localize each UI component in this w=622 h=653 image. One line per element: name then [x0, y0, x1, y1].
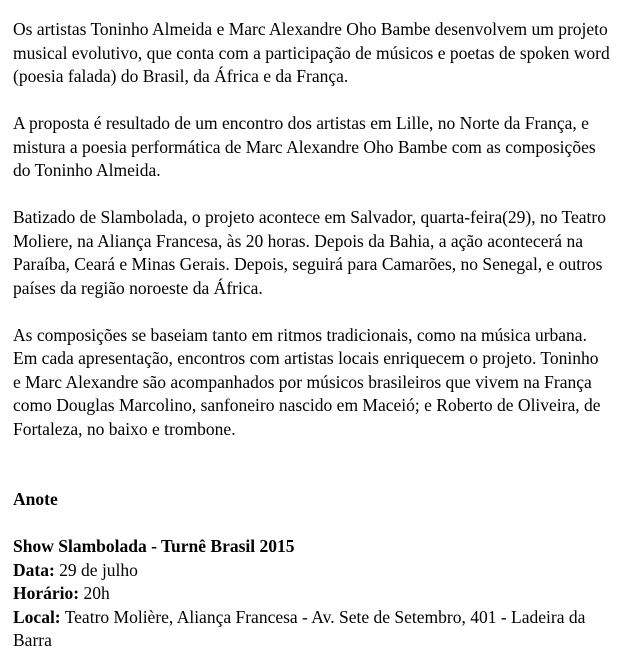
note-heading: Anote	[13, 489, 58, 509]
event-time	[13, 582, 610, 606]
date-label: Data:	[13, 559, 55, 580]
date-value: 29 de julho	[54, 559, 138, 580]
event-info	[13, 535, 610, 653]
event-title: Show Slambolada - Turnê Brasil 2015	[13, 536, 295, 556]
event-date	[13, 559, 610, 583]
article-body	[13, 18, 610, 653]
paragraph-compositions: As composições se baseiam tanto em ritmos tradicionais, como na música urbana. Em cada apresentação, encontros com artistas locais enriquecem o projeto. Toninho e Marc Alexandre são acompanhados por músicos brasileiros que vivem na França como Douglas Marcolino, sanfoneiro nascido em Maceió; e Roberto de Oliveira, de Fortaleza, no baixo e trombone.	[13, 324, 601, 439]
paragraph-intro: Os artistas Toninho Almeida e Marc Alexandre Oho Bambe desenvolvem um projeto musical evolutivo, que conta com a participação de músicos e poetas de spoken word (poesia falada) do Brasil, da África e da França.	[13, 19, 610, 86]
event-location	[13, 606, 610, 653]
location-label: Local:	[13, 606, 61, 627]
time-label: Horário:	[13, 583, 80, 603]
blank-line	[13, 465, 610, 489]
paragraph-schedule: Batizado de Slambolada, o projeto acontece em Salvador, quarta-feira(29), no Teatro Moliere, na Aliança Francesa, às 20 horas. Depois da Bahia, a ação acontecerá na Paraíba, Ceará e Minas Gerais. Depois, seguirá para Camarões, no Senegal, e outros países da região noroeste da África.	[13, 207, 607, 298]
paragraph-proposal: A proposta é resultado de um encontro dos artistas em Lille, no Norte da França, e mistura a poesia performática de Marc Alexandre Oho Bambe com as composições do Toninho Almeida.	[13, 113, 596, 180]
time-value: 20h	[79, 583, 110, 603]
location-value: Teatro Molière, Aliança Francesa - Av. Sete de Setembro, 401 - Ladeira da Barra	[13, 606, 586, 650]
